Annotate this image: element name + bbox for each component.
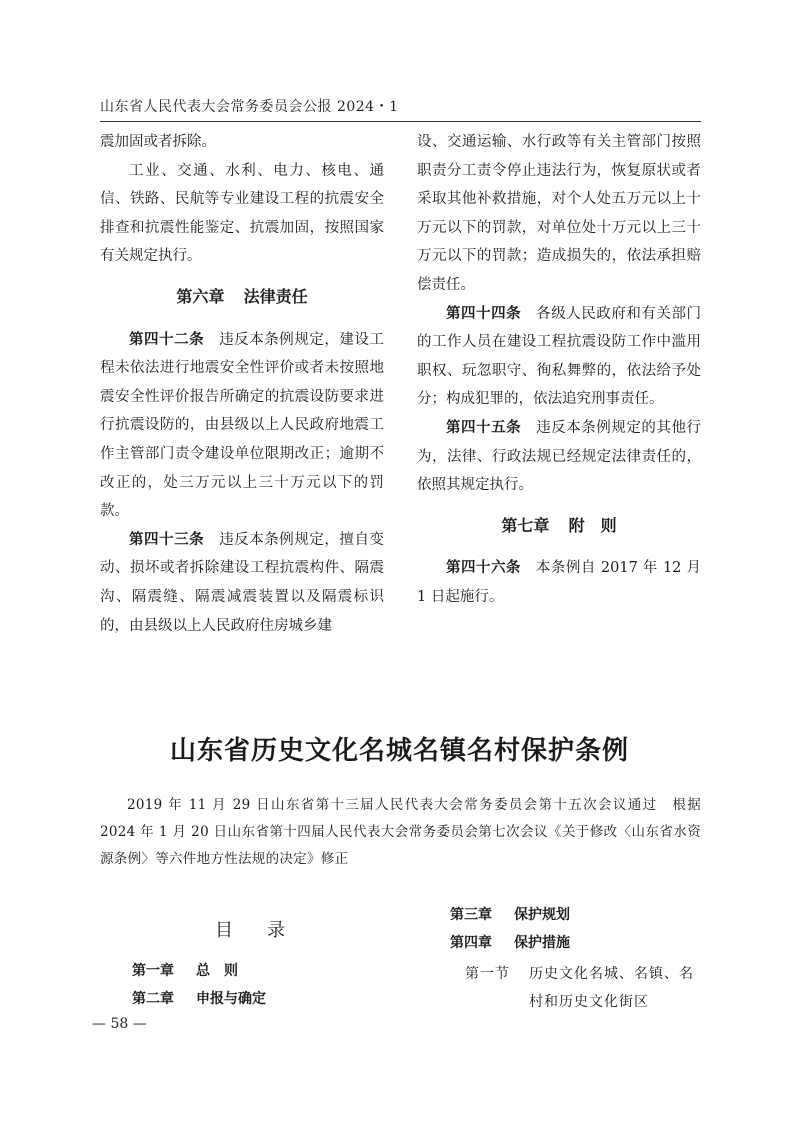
- article: [100, 526, 384, 640]
- article-number: 第四十五条: [446, 419, 522, 436]
- toc-item-chapter-3[interactable]: [450, 904, 570, 924]
- toc-chapter-number: 第二章: [132, 991, 174, 1007]
- toc-section-title: 历史文化名城、名镇、名: [529, 966, 694, 982]
- paragraph: 工业、交通、水利、电力、核电、通信、铁路、民航等专业建设工程的抗震安全排查和抗震性能鉴定、抗震加固，按照国家有关规定执行。: [100, 162, 384, 265]
- article: [417, 300, 701, 414]
- article-text: 违反本条例规定的其他行为，法律、行政法规已经规定法律责任的，依照其规定执行。: [417, 419, 701, 494]
- toc-chapter-number: 第四章: [450, 935, 492, 951]
- left-column: [100, 128, 384, 640]
- toc-chapter-title: 保护措施: [514, 935, 570, 951]
- chapter-title: 附 则: [568, 515, 617, 535]
- chapter-number: 第七章: [501, 515, 550, 535]
- header-divider: [100, 121, 701, 122]
- document-title: 山东省历史文化名城名镇名村保护条例: [169, 736, 629, 766]
- paragraph: 设、交通运输、水行政等有关主管部门按照职责分工责令停止违法行为，恢复原状或者采取其他补救措施，对个人处五万元以上十万元以下的罚款，对单位处十万元以上三十万元以下的罚款；造成损失的，依法承担赔偿责任。: [417, 134, 701, 293]
- toc-item-chapter-4[interactable]: [450, 932, 570, 952]
- document-preamble: 2019 年 11 月 29 日山东省第十三届人民代表大会常务委员会第十五次会议通过 根据 2024 年 1 月 20 日山东省第十四届人民代表大会常务委员会第七次会议《关于修改〈山东省水资源条例〉等六件地方性法规的决定》修正: [100, 797, 701, 867]
- paragraph: 震加固或者拆除。: [100, 134, 216, 150]
- toc-section-number: 第一节: [465, 966, 510, 982]
- toc-item-chapter-1[interactable]: [132, 960, 238, 980]
- article-number: 第四十三条: [129, 531, 205, 548]
- toc-chapter-title: 保护规划: [514, 907, 570, 923]
- toc-chapter-number: 第一章: [132, 963, 174, 979]
- toc-section-title-continued: 村和历史文化街区: [529, 994, 649, 1010]
- chapter-number: 第六章: [176, 286, 225, 306]
- right-column: [417, 128, 701, 612]
- toc-title: 目 录: [215, 920, 293, 941]
- article: [417, 414, 701, 500]
- toc-chapter-title: 申报与确定: [196, 991, 266, 1007]
- publication-header: 山东省人民代表大会常务委员会公报 2024・1: [100, 99, 399, 115]
- toc-item-chapter-2[interactable]: [132, 988, 266, 1008]
- article-text: 各级人民政府和有关部门的工作人员在建设工程抗震设防工作中滥用职权、玩忽职守、徇私舞弊的，依法给予处分；构成犯罪的，依法追究刑事责任。: [417, 305, 701, 408]
- article-text: 违反本条例规定，建设工程未依法进行地震安全性评价或者未按照地震安全性评价报告所确定的抗震设防要求进行抗震设防的，由县级以上人民政府地震工作主管部门责令建设单位限期改正；逾期不改正的，处三万元以上三十万元以下的罚款。: [100, 331, 384, 520]
- toc-chapter-number: 第三章: [450, 907, 492, 923]
- article-number: 第四十四条: [446, 305, 522, 322]
- chapter-title: 法律责任: [243, 286, 308, 306]
- article-text: 违反本条例规定，擅自变动、损坏或者拆除建设工程抗震构件、隔震沟、隔震缝、隔震减震装置以及隔震标识的，由县级以上人民政府住房城乡建: [100, 531, 384, 634]
- article-text: 本条例自 2017 年 12 月 1 日起施行。: [417, 560, 702, 605]
- toc-item-section-1[interactable]: [465, 960, 705, 1016]
- article: [100, 326, 384, 526]
- article-number: 第四十六条: [446, 560, 521, 577]
- article: [417, 554, 701, 611]
- chapter-heading: [100, 283, 384, 312]
- page-number: — 58 —: [92, 1016, 147, 1032]
- toc-chapter-title: 总 则: [196, 963, 238, 979]
- article-number: 第四十二条: [129, 331, 205, 348]
- chapter-heading: [417, 512, 701, 541]
